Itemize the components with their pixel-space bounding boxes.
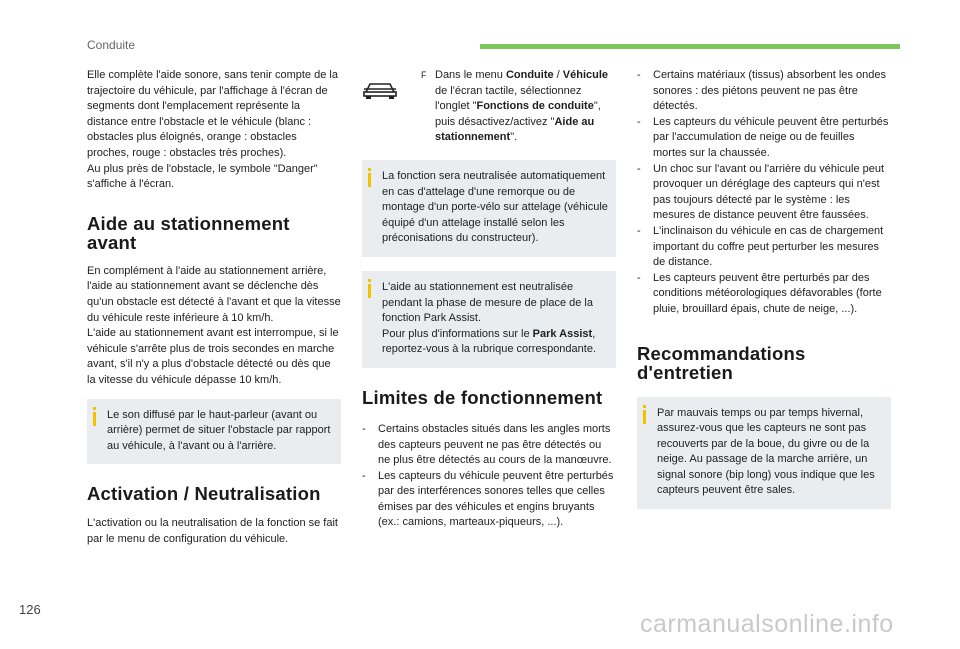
list-item-text: Certains matériaux (tissus) absorbent les ondes sonores : des piétons peuvent ne pas être détectés. [653, 69, 886, 113]
towbar-note [362, 160, 616, 257]
front-parking-title: Aide au stationnement avant [87, 212, 290, 253]
menu-aide: Aide au stationnement [435, 115, 595, 144]
activation-title: Activation / Neutralisation [87, 483, 321, 505]
intro-paragraph-2: Au plus près de l'obstacle, le symbole "Danger" s'affiche à l'écran. [87, 162, 318, 191]
list-item-text: L'inclinaison du véhicule en cas de chargement important du coffre peut perturber les mesures de distance. [653, 224, 884, 269]
activation-paragraph: L'activation ou la neutralisation de la fonction se fait par le menu de configuration du véhicule. [87, 517, 338, 545]
info-icon [368, 284, 371, 298]
list-item [362, 469, 616, 531]
info-icon [368, 173, 371, 187]
list-item [637, 162, 891, 224]
list-item [637, 115, 891, 162]
car-front-icon [362, 80, 398, 100]
menu-step-text [435, 68, 616, 146]
section-header: Conduite [87, 38, 136, 52]
page-number: 126 [19, 602, 41, 617]
watermark: carmanualsonline.info [640, 610, 894, 638]
intro-paragraph: Elle complète l'aide sonore, sans tenir compte de la trajectoire du véhicule, par l'affichage à l'écran de segments dont l'emplacement représente la distance entre l'obstacle et le véhicule (blanc : obstacles plus éloignés, orange : obstacles proches, rouge : obstacles très proches). [87, 69, 338, 159]
dash-bullet: - [362, 469, 366, 482]
step-arrow-icon: F [421, 70, 427, 80]
list-item-text: Les capteurs du véhicule peuvent être perturbés par des interférences sonores telles que celles émises par des véhicules et engins bruyants (ex.: camions, marteaux-piqueurs, ...). [378, 469, 614, 529]
menu-vehicule: Véhicule [562, 69, 609, 81]
dash-bullet: - [637, 271, 641, 284]
list-item [637, 271, 891, 318]
info-icon [93, 412, 96, 426]
front-parking-paragraph-2: L'aide au stationnement avant est interrompue, si le véhicule s'arrête plus de trois secondes en marche avant, s'il n'y a plus d'obstacle détecté ou dès que la vitesse du véhicule dépasse 10 km/h. [87, 327, 339, 386]
column-2 [362, 68, 616, 531]
menu-conduite: Conduite [505, 69, 554, 81]
limits-title: Limites de fonctionnement [362, 386, 603, 408]
list-item-text: Les capteurs peuvent être perturbés par des conditions météorologiques défavorables (forte pluie, brouillard épais, chute de neige, ...). [653, 271, 882, 315]
column-3 [637, 68, 891, 509]
towbar-note-text: La fonction sera neutralisée automatiquement en cas d'attelage d'une remorque ou de montage d'un porte-vélo sur attelage (véhicule équipé d'un attelage installé selon les préconisations du constructeur). [382, 169, 608, 245]
list-item-text: Certains obstacles situés dans les angles morts des capteurs peuvent ne pas être détectés ou ne plus être détectés au cours de la manœuvre. [378, 422, 612, 467]
front-parking-paragraph: En complément à l'aide au stationnement arrière, l'aide au stationnement avant se déclenche dès qu'un obstacle est détecté à l'avant et que la vitesse du véhicule reste inférieure à 10 km/h. [87, 264, 341, 324]
park-assist-text-1: Pour plus d'informations sur le [382, 327, 533, 340]
list-item [362, 422, 616, 469]
park-assist-bold: Park Assist [532, 327, 593, 340]
park-assist-note [362, 271, 616, 368]
menu-step [421, 68, 616, 146]
info-note-text: Le son diffusé par le haut-parleur (avant ou arrière) permet de situer l'obstacle par rapport au véhicule, à l'avant ou à l'arrière. [107, 408, 331, 452]
column-1 [87, 68, 341, 547]
park-assist-text-2: , reportez-vous à la rubrique correspondante. [382, 327, 597, 356]
maintenance-note [637, 397, 891, 510]
maintenance-note-text: Par mauvais temps ou par temps hivernal, assurez-vous que les capteurs ne sont pas recouverts par de la boue, du givre ou de la neige. Au passage de la marche arrière, un signal sonore (bip long) vous indique que les capteurs peuvent être sales. [657, 406, 875, 497]
dash-bullet: - [637, 115, 641, 128]
list-item [637, 224, 891, 271]
dash-bullet: - [637, 224, 641, 237]
park-assist-note-text: L'aide au stationnement est neutralisée pendant la phase de mesure de place de la fonction Park Assist. [382, 280, 593, 325]
limits-list-continued [637, 68, 891, 318]
menu-text-4: ", puis désactivez/activez " [435, 100, 601, 128]
dash-bullet: - [637, 162, 641, 175]
list-item-text: Un choc sur l'avant ou l'arrière du véhicule peut provoquer un déréglage des capteurs qui n'est pas toujours détecté par le système : les mesures de distance peuvent être faussées. [653, 162, 885, 222]
header-accent-bar [480, 44, 900, 49]
list-item [637, 68, 891, 115]
menu-text-1: Dans le menu [435, 69, 506, 81]
dash-bullet: - [362, 422, 366, 435]
info-note [87, 399, 341, 465]
menu-text-5: ". [510, 131, 518, 144]
info-icon [643, 410, 646, 424]
menu-instruction [362, 68, 616, 146]
dash-bullet: - [637, 69, 641, 81]
list-item-text: Les capteurs du véhicule peuvent être perturbés par l'accumulation de neige ou de feuilles mortes sur la chaussée. [653, 115, 889, 159]
menu-fonctions: Fonctions de conduite [476, 100, 594, 113]
menu-text-2: / [553, 69, 563, 81]
park-assist-note-text-2 [382, 327, 608, 358]
limits-list [362, 422, 616, 531]
menu-text-3: de l'écran tactile, sélectionnez l'onglet " [435, 84, 582, 113]
maintenance-title: Recommandations d'entretien [637, 342, 806, 383]
